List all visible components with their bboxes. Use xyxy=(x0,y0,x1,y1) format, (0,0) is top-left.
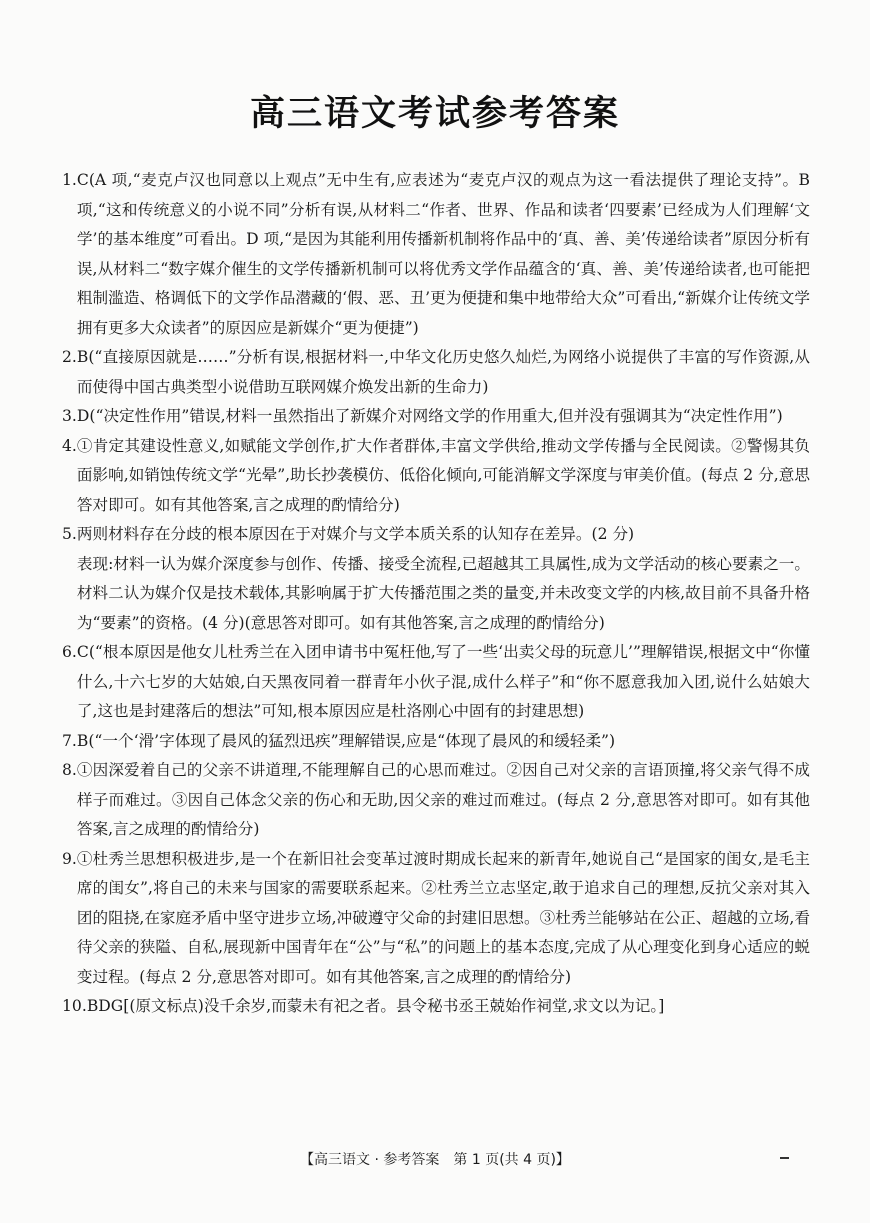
answer-text: B(“一个‘滑’字体现了晨风的猛烈迅疾”理解错误,应是“体现了晨风的和缓轻柔”) xyxy=(76,731,616,750)
answer-number: 2. xyxy=(62,348,77,366)
answer-item-3 xyxy=(62,402,810,432)
answer-number: 7. xyxy=(62,731,77,750)
answer-number: 1. xyxy=(62,171,77,189)
answer-number: 3. xyxy=(62,407,77,425)
answer-text: D(“决定性作用”错误,材料一虽然指出了新媒介对网络文学的作用重大,但并没有强调其为“决定性作用”) xyxy=(76,407,783,425)
answer-body xyxy=(77,432,810,521)
answer-text: 表现:材料一认为媒介深度参与创作、传播、接受全流程,已超越其工具属性,成为文学活动的核心要素之一。材料二认为媒介仅是技术载体,其影响属于扩大传播范围之类的量变,并未改变文学的内核,故目前不具备升格为“要素”的资格。(4 分)(意思答对即可。如有其他答案,言之成理的酌情给分) xyxy=(76,554,810,632)
answer-text: C(“根本原因是他女儿杜秀兰在入团申请书中冤枉他,写了一些‘出卖父母的玩意儿’”理解错误,根据文中“你懂什么,十六七岁的大姑娘,白天黑夜同着一群青年小伙子混,成什么样子”和“你不愿意我加入团,说什么姑娘大了,这也是封建落后的想法”可知,根本原因应是杜洛刚心中固有的封建思想) xyxy=(76,643,810,720)
answer-list xyxy=(62,166,810,1022)
answer-body xyxy=(77,727,810,757)
answer-body xyxy=(77,166,810,343)
answer-text: ①杜秀兰思想积极进步,是一个在新旧社会变革过渡时期成长起来的新青年,她说自己“是国家的闺女,是毛主席的闺女”,将自己的未来与国家的需要联系起来。②杜秀兰立志坚定,敢于追求自己的理想,反抗父亲对其入团的阻挠,在家庭矛盾中坚守进步立场,冲破遵守父命的封建旧思想。③杜秀兰能够站在公正、超越的立场,看待父亲的狭隘、自私,展现新中国青年在“公”与“私”的问题上的基本态度,完成了从心理变化到身心适应的蜕变过程。(每点 2 分,意思答对即可。如有其他答案,言之成理的酌情给分) xyxy=(76,849,810,986)
answer-item-2 xyxy=(62,343,810,402)
answer-body xyxy=(77,520,810,638)
answer-number: 10. xyxy=(62,997,87,1015)
answer-text: C(A 项,“麦克卢汉也同意以上观点”无中生有,应表述为“麦克卢汉的观点为这一看法提供了理论支持”。B 项,“这和传统意义的小说不同”分析有误,从材料二“作者、世界、作品和读者‘四要素’已经成为人们理解‘文学’的基本维度”可看出。D 项,“是因为其能利用传播新机制将作品中的‘真、善、美’传递给读者”原因分析有误,从材料二“数字媒介催生的文学传播新机制可以将优秀文学作品蕴含的‘真、善、美’传递给读者,也可能把粗制滥造、格调低下的文学作品潜藏的‘假、恶、丑’更为便捷和集中地带给大众”可看出,“新媒介让传统文学拥有更多大众读者”的原因应是新媒介“更为便捷”) xyxy=(76,171,810,337)
answer-item-7 xyxy=(62,727,810,757)
answer-body xyxy=(77,343,810,402)
answer-item-1 xyxy=(62,166,810,343)
answer-text: B(“直接原因就是……”分析有误,根据材料一,中华文化历史悠久灿烂,为网络小说提供了丰富的写作资源,从而使得中国古典类型小说借助互联网媒介焕发出新的生命力) xyxy=(76,348,810,396)
answer-item-6 xyxy=(62,638,810,727)
answer-number: 9. xyxy=(62,849,77,868)
answer-text: BDG[(原文标点)没千余岁,而蒙未有祀之者。县令秘书丞王兢始作祠堂,求文以为记。] xyxy=(86,997,665,1015)
page-footer: 【高三语文 · 参考答案 第 1 页(共 4 页)】 xyxy=(300,1152,570,1168)
answer-item-8 xyxy=(62,756,810,845)
answer-number: 4. xyxy=(62,436,77,455)
answer-item-9 xyxy=(62,845,810,993)
answer-item-4 xyxy=(62,432,810,521)
corner-mark xyxy=(780,1157,789,1159)
answer-number: 5. xyxy=(62,525,77,543)
answer-body xyxy=(77,638,810,727)
answer-text: ①因深爱着自己的父亲不讲道理,不能理解自己的心思而难过。②因自己对父亲的言语顶撞,将父亲气得不成样子而难过。③因自己体念父亲的伤心和无助,因父亲的难过而难过。(每点 2 分,意思答对即可。如有其他答案,言之成理的酌情给分) xyxy=(76,761,810,838)
answer-body xyxy=(77,845,810,993)
answer-text: ①肯定其建设性意义,如赋能文学创作,扩大作者群体,丰富文学供给,推动文学传播与全民阅读。②警惕其负面影响,如销蚀传统文学“光晕”,助长抄袭模仿、低俗化倾向,可能消解文学深度与审美价值。(每点 2 分,意思答对即可。如有其他答案,言之成理的酌情给分) xyxy=(76,436,810,514)
answer-body xyxy=(87,992,810,1022)
answer-number: 8. xyxy=(62,761,77,779)
page-title: 高三语文考试参考答案 xyxy=(249,94,620,134)
answer-body xyxy=(77,756,810,845)
answer-body xyxy=(77,402,810,432)
answer-text: 两则材料存在分歧的根本原因在于对媒介与文学本质关系的认知存在差异。(2 分) xyxy=(76,525,635,543)
answer-item-10 xyxy=(62,992,810,1022)
answer-item-5 xyxy=(62,520,810,638)
answer-number: 6. xyxy=(62,643,77,661)
